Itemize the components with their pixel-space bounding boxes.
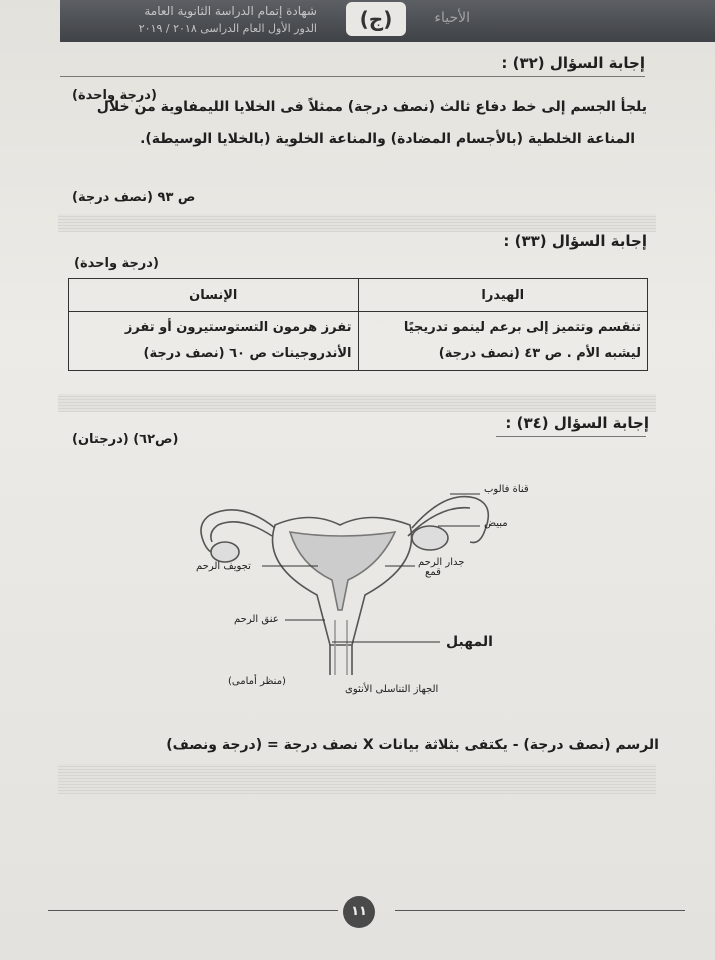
label-cervix: عنق الرحم	[234, 614, 279, 625]
q32-answer-line2: المناعة الخلطية (بالأجسام المضادة) والمناعة الخلوية (بالخلايا الوسيطة).	[140, 131, 635, 147]
q34-grading-note: الرسم (نصف درجة) - يكتفى بثلاثة بيانات X نصف درجة = (درجة ونصف)	[166, 737, 659, 753]
model-badge: (ج)	[346, 2, 406, 36]
human-text-line2: الأندروجينات ص ٦٠ (نصف درجة)	[143, 346, 352, 361]
q34-underline	[496, 436, 646, 437]
uterine-cavity	[290, 532, 395, 610]
footer-line-right	[395, 910, 685, 911]
col-human-header: الإنسان	[69, 279, 359, 312]
hydra-text-line1: تنقسم وتتميز إلى برعم لينمو تدريجيًا	[403, 320, 641, 335]
q33-mark: (درجة واحدة)	[74, 256, 159, 271]
label-vagina: المهبل	[446, 634, 493, 650]
exam-title: شهادة إتمام الدراسة الثانوية العامة	[144, 4, 317, 18]
exam-session: الدور الأول العام الدراسى ٢٠١٨ / ٢٠١٩	[138, 22, 317, 35]
separator-band	[58, 764, 656, 794]
subject-label: الأحياء	[434, 10, 470, 26]
separator-band	[58, 394, 656, 412]
vagina-outline	[330, 645, 352, 675]
col-hydra-header: الهيدرا	[358, 279, 648, 312]
separator-band	[58, 214, 656, 232]
diagram-caption: الجهاز التناسلى الأنثوى	[345, 684, 439, 695]
hydra-cell	[358, 312, 648, 371]
hydra-text-line2: ليشبه الأم . ص ٤٣ (نصف درجة)	[438, 346, 641, 361]
human-text-line1: تفرز هرمون التستوستيرون أو تفرز	[124, 320, 352, 335]
label-funnel: قمع	[425, 567, 441, 578]
q32-reference: ص ٩٣ (نصف درجة)	[72, 190, 196, 205]
q32-mark: (درجة واحدة)	[72, 88, 157, 103]
label-ovary: مبيض	[484, 518, 508, 529]
q34-title: إجابة السؤال (٣٤) :	[505, 414, 649, 432]
label-uterine-cavity: تجويف الرحم	[196, 561, 251, 572]
left-ovary	[211, 542, 239, 562]
human-cell	[69, 312, 359, 371]
page-header	[60, 0, 715, 42]
q32-underline	[60, 76, 645, 77]
right-ovary	[412, 526, 448, 550]
page-number: ١١	[343, 896, 375, 928]
footer-line-left	[48, 910, 338, 911]
label-front-view: (منظر أمامى)	[228, 676, 286, 687]
label-uterus-wall: جدار الرحم	[418, 557, 465, 568]
label-fallopian-tube: قناة فالوب	[484, 484, 529, 495]
q34-mark: (ص٦٢) (درجتان)	[72, 432, 179, 447]
q33-title: إجابة السؤال (٣٣) :	[503, 232, 647, 250]
q32-answer-line1: يلجأ الجسم إلى خط دفاع ثالث (نصف درجة) ممثلاً فى الخلايا الليمفاوية من خلال	[96, 99, 647, 115]
q32-title: إجابة السؤال (٣٢) :	[501, 54, 645, 72]
q33-comparison-table	[68, 278, 648, 371]
